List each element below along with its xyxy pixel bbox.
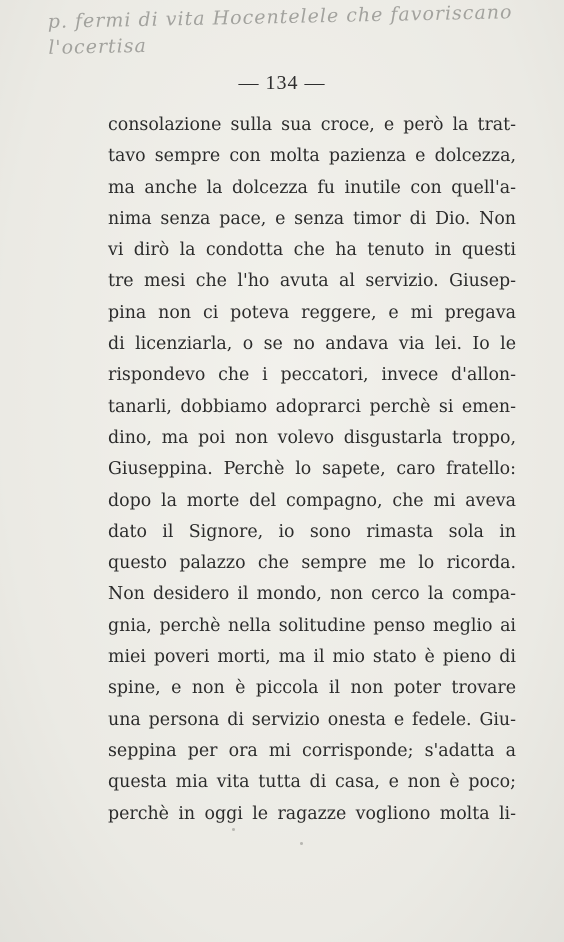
- body-text: [108, 110, 516, 830]
- handwritten-note: [48, 0, 519, 61]
- text-line: una persona di servizio onesta e fedele. Giu-: [108, 709, 516, 730]
- text-line: Giuseppina. Perchè lo sapete, caro fratello:: [108, 459, 516, 480]
- text-line: vi dirò la condotta che ha tenuto in questi: [108, 240, 516, 261]
- text-line: tre mesi che l'ho avuta al servizio. Giusep-: [108, 271, 516, 292]
- text-line: perchè in oggi le ragazze vogliono molta li-: [108, 803, 516, 824]
- text-line: pina non ci poteva reggere, e mi pregava: [108, 302, 516, 323]
- text-line: gnia, perchè nella solitudine penso meglio ai: [108, 615, 516, 636]
- text-line: ma anche la dolcezza fu inutile con quell'a-: [108, 177, 516, 198]
- text-line: di licenziarla, o se no andava via lei. Io le: [108, 334, 516, 355]
- text-line: tanarli, dobbiamo adoprarci perchè si emen-: [108, 396, 516, 417]
- text-line: miei poveri morti, ma il mio stato è pieno di: [108, 647, 516, 668]
- paper-speck: [232, 828, 235, 831]
- text-line: nima senza pace, e senza timor di Dio. Non: [108, 208, 516, 229]
- text-line: seppina per ora mi corrisponde; s'adatta a: [108, 740, 516, 761]
- text-line: consolazione sulla sua croce, e però la trat-: [108, 115, 516, 135]
- paper-speck: [300, 842, 303, 845]
- handwritten-note-line-1: p. fermi di vita Hocentelele che favoriscano: [47, 1, 513, 33]
- text-line: dato il Signore, io sono rimasta sola in: [108, 521, 516, 542]
- text-line: spine, e non è piccola il non poter trovare: [108, 678, 516, 699]
- text-line: questo palazzo che sempre me lo ricorda.: [108, 553, 516, 574]
- handwritten-note-line-2: l'ocertisa: [48, 34, 148, 59]
- text-line: Non desidero il mondo, non cerco la compa-: [108, 584, 516, 605]
- text-line: dino, ma poi non volevo disgustarla troppo,: [108, 427, 516, 448]
- text-line: dopo la morte del compagno, che mi aveva: [108, 490, 516, 511]
- text-line: rispondevo che i peccatori, invece d'allon-: [108, 365, 516, 386]
- text-line: questa mia vita tutta di casa, e non è poco;: [108, 772, 516, 793]
- page-number: — 134 —: [238, 72, 326, 94]
- text-line: tavo sempre con molta pazienza e dolcezza,: [108, 146, 516, 167]
